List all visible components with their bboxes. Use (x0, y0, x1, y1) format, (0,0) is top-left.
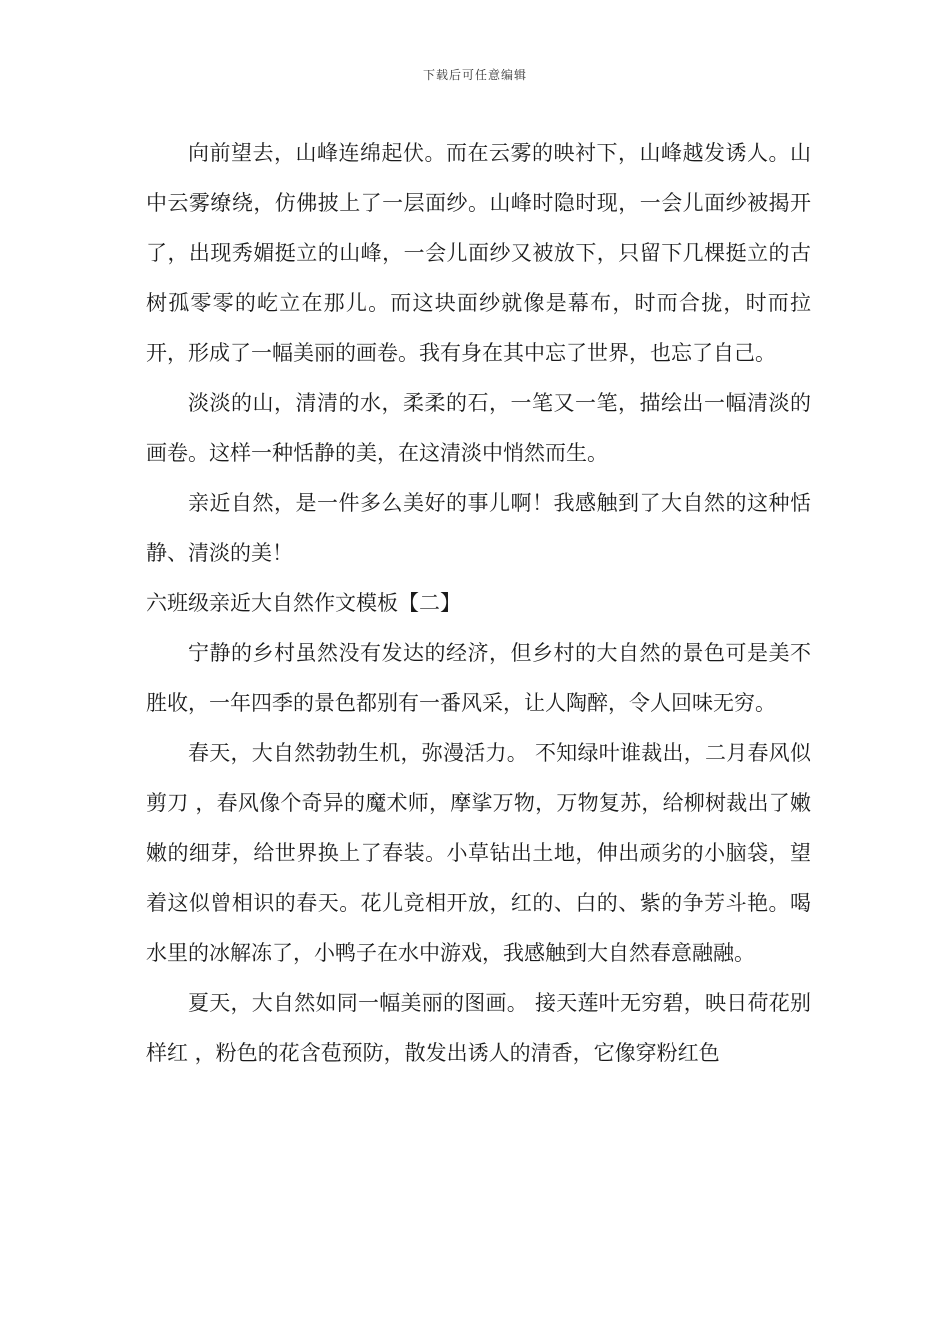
paragraph-close-to-nature: 亲近自然，是一件多么美好的事儿啊！我感触到了大自然的这种恬静、清淡的美！ (146, 491, 811, 565)
document-body (146, 128, 811, 1078)
paragraph-light-scroll: 淡淡的山，清清的水，柔柔的石，一笔又一笔，描绘出一幅清淡的画卷。这样一种恬静的美，在这清淡中悄然而生。 (146, 391, 811, 465)
paragraph-summer: 夏天，大自然如同一幅美丽的图画。 接天莲叶无穷碧，映日荷花别样红 ，粉色的花含苞预防，散发出诱人的清香，它像穿粉红色 (146, 991, 811, 1065)
paragraph-quiet-village: 宁静的乡村虽然没有发达的经济，但乡村的大自然的景色可是美不胜收，一年四季的景色都别有一番风采，让人陶醉，令人回味无穷。 (146, 641, 811, 715)
section-title: 六班级亲近大自然作文模板【二】 (146, 591, 461, 615)
paragraph-mountain-fog: 向前望去，山峰连绵起伏。而在云雾的映衬下，山峰越发诱人。山中云雾缭绕，仿佛披上了一层面纱。山峰时隐时现，一会儿面纱被揭开了，出现秀媚挺立的山峰，一会儿面纱又被放下，只留下几棵挺立的古树孤零零的屹立在那儿。而这块面纱就像是幕布，时而合拢，时而拉开，形成了一幅美丽的画卷。我有身在其中忘了世界，也忘了自己。 (146, 141, 811, 365)
paragraph-spring: 春天，大自然勃勃生机，弥漫活力。 不知绿叶谁裁出，二月春风似剪刀 ，春风像个奇异的魔术师，摩挲万物，万物复苏，给柳树裁出了嫩嫩的细芽，给世界换上了春装。小草钻出土地，伸出顽劣的小脑袋，望着这似曾相识的春天。花儿竞相开放，红的、白的、紫的争芳斗艳。喝水里的冰解冻了，小鸭子在水中游戏，我感触到大自然春意融融。 (146, 741, 811, 965)
page-header: 下载后可任意编辑 (422, 68, 527, 82)
